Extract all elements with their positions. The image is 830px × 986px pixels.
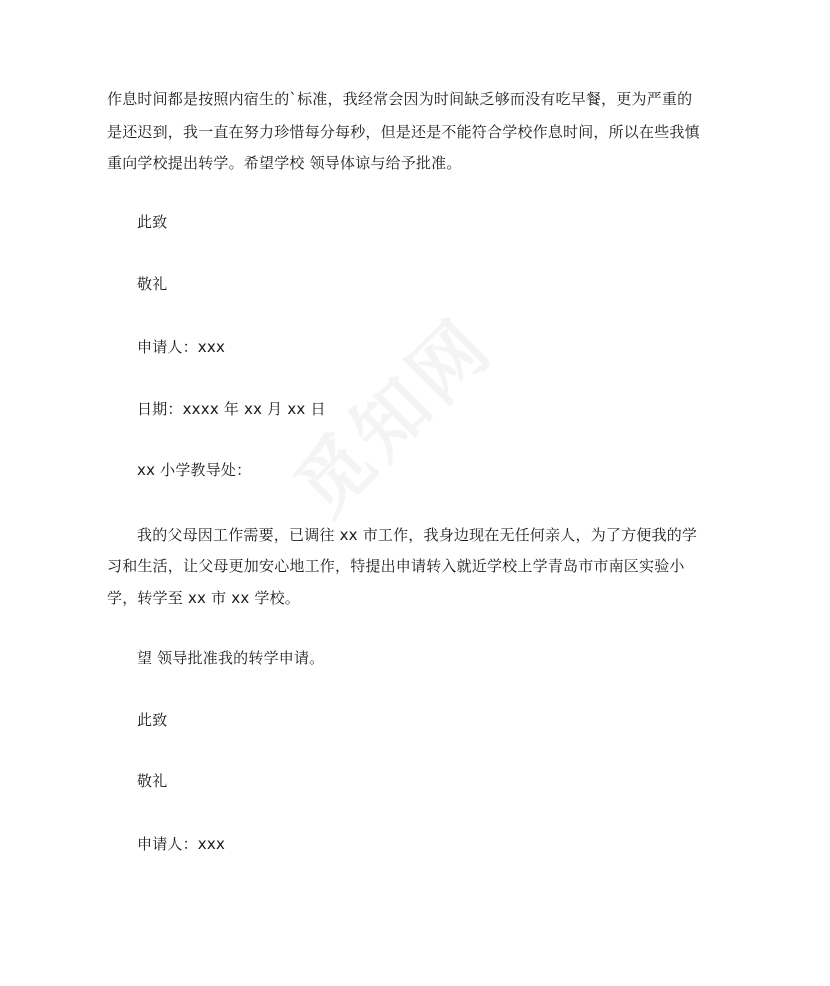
closing1-applicant: 申请人：xxx	[137, 338, 226, 356]
addressee: xx 小学教导处：	[137, 461, 252, 479]
paragraph2-line-3: 学，转学至 xx 市 xx 学校。	[107, 589, 300, 607]
paragraph2-line-1: 我的父母因工作需要，已调往 xx 市工作，我身边现在无任何亲人，为了方便我的学	[137, 526, 698, 544]
paragraph2-line-2: 习和生活，让父母更加安心地工作，特提出申请转入就近学校上学青岛市市南区实验小	[107, 557, 685, 575]
request-line: 望 领导批准我的转学申请。	[137, 649, 325, 667]
paragraph1-line-3: 重向学校提出转学。希望学校 领导体谅与给予批准。	[107, 154, 462, 172]
closing1-date: 日期：xxxx 年 xx 月 xx 日	[137, 400, 326, 418]
paragraph1-line-1: 作息时间都是按照内宿生的`标准，我经常会因为时间缺乏够而没有吃早餐，更为严重的	[107, 90, 693, 108]
closing2-applicant: 申请人：xxx	[137, 835, 226, 853]
closing1-salute: 此致	[137, 213, 168, 231]
closing2-respect: 敬礼	[137, 772, 168, 790]
paragraph1-line-2: 是还迟到，我一直在努力珍惜每分每秒，但是还是不能符合学校作息时间，所以在些我慎	[107, 123, 700, 141]
closing1-respect: 敬礼	[137, 275, 168, 293]
closing2-salute: 此致	[137, 711, 168, 729]
